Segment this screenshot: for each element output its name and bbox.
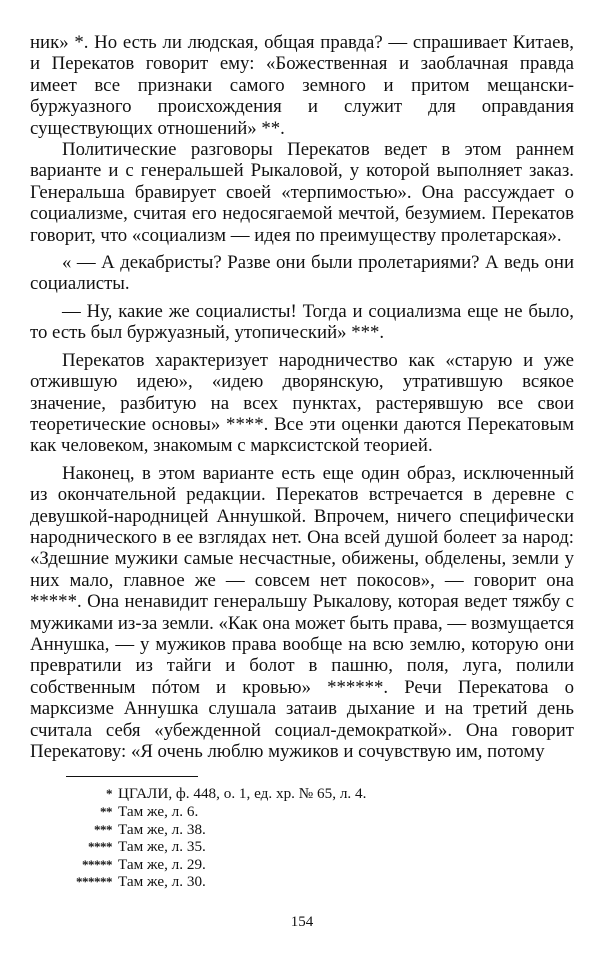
paragraph-3: « — А декабристы? Разве они были пролетариями? А ведь они социалисты.	[30, 252, 574, 295]
footnote-mark: ***	[94, 821, 112, 837]
paragraph-2: Политические разговоры Перекатов ведет в этом раннем варианте и с генеральшей Рыкаловой, у которой выполняет заказ. Генеральша бравирует своей «терпимостью». Она рассуждает о социализме, считая его недосягаемой мечтой, безумием. Перекатов говорит, что «социализм — идея по преимуществу пролетарская».	[30, 139, 574, 246]
footnote-2	[30, 803, 574, 821]
footnote-4	[30, 838, 574, 856]
footnote-6	[30, 873, 574, 891]
book-page	[30, 32, 574, 932]
page-number: 154	[290, 914, 314, 930]
footnote-text: ЦГАЛИ, ф. 448, о. 1, ед. хр. № 65, л. 4.	[118, 785, 367, 803]
footnote-text: Там же, л. 38.	[118, 820, 206, 838]
paragraph-1: ник» *. Но есть ли людская, общая правда? — спрашивает Китаев, и Перекатов говорит ему: «Божественная и заоблачная правда имеет все признаки самого земного и притом мещански-буржуазного происхождения и служит для оправдания существующих отношений» **.	[30, 32, 574, 139]
footnote-mark: ******	[76, 874, 112, 890]
footnote-mark: ****	[88, 839, 112, 855]
paragraph-6: Наконец, в этом варианте есть еще один образ, исключенный из окончательной редакции. Перекатов встречается в деревне с девушкой-народницей Аннушкой. Впрочем, ничего специфически народнического в ее взглядах нет. Она всей душой болеет за народ: «Здешние мужики самые несчастные, обижены, обделены, земли у них мало, главное же — совсем нет покосов», — говорит она *****. Она ненавидит генеральшу Рыкалову, которая ведет тяжбу с мужиками из-за земли. «Как она может быть права, — возмущается Аннушка, — у мужиков права вообще на всю землю, которую они превратили из тайги и болот в пашню, поля, луга, полили собственным пóтом и кровью» ******. Речи Перекатова о марксизме Аннушка слушала затаив дыхание и на третий день считала себя «убежденной социал-демократкой». Она говорит Перекатову: «Я очень люблю мужиков и сочувствую им, потому	[30, 462, 574, 762]
footnote-mark: **	[100, 804, 112, 819]
footnote-5	[30, 856, 574, 874]
footnote-mark: *****	[82, 856, 112, 872]
footnote-text: Там же, л. 30.	[118, 873, 206, 891]
paragraph-5: Перекатов характеризует народничество как «старую и уже отжившую идею», «идею дворянскую, утратившую всякое значение, разбитую на всех пунктах, растерявшую все свои теоретические основы» ****. Все эти оценки даются Перекатовым как человеком, знакомым с марксистской теорией.	[30, 349, 574, 457]
main-text	[30, 32, 574, 762]
footnote-1	[30, 785, 574, 803]
footnote-3	[30, 821, 574, 839]
footnote-divider	[66, 776, 198, 777]
paragraph-4: — Ну, какие же социалисты! Тогда и социализма еще не было, то есть был буржуазный, утопический» ***.	[30, 300, 574, 344]
footnote-mark: *	[106, 786, 112, 802]
footnote-text: Там же, л. 35.	[118, 838, 206, 856]
footnote-text: Там же, л. 6.	[118, 803, 199, 820]
footnote-text: Там же, л. 29.	[118, 855, 206, 873]
footnotes	[30, 785, 574, 891]
